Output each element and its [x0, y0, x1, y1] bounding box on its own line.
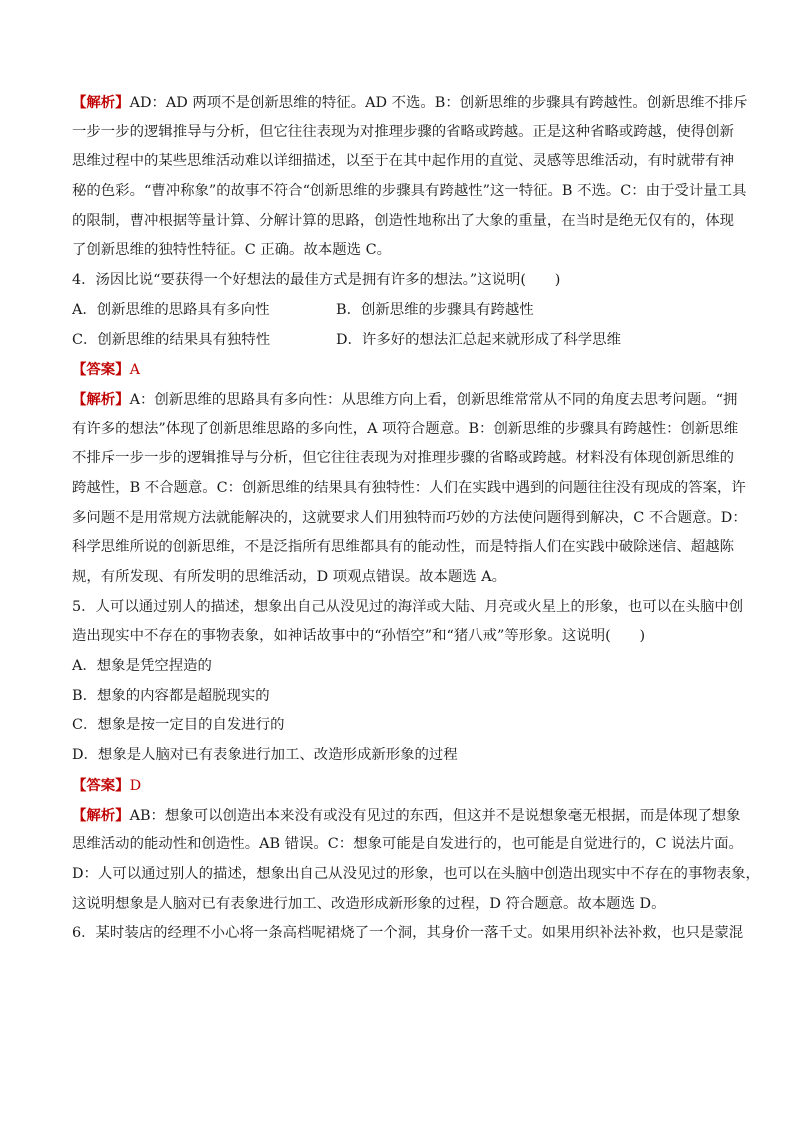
analysis-line: 不排斥一步一步的逻辑推导与分析，但它往往表现为对推理步骤的省略或跨越。材料没有体现创新思维的 — [72, 450, 734, 467]
question-4 — [72, 266, 747, 593]
analysis-line: D：人可以通过别人的描述，想象出自己从没见过的形象，也可以在头脑中创造出现实中不存在的事物表象， — [72, 865, 760, 882]
question-6 — [72, 919, 744, 949]
option-c: C．想象是按一定目的自发进行的 — [72, 717, 285, 734]
answer-tag: 【答案】 — [72, 361, 130, 379]
option-b: B．想象的内容都是超脱现实的 — [72, 687, 270, 704]
analysis-line: 这说明想象是人脑对已有表象进行加工、改造形成新形象的过程，D 符合题意。故本题选 D。 — [72, 895, 666, 912]
question-stem: 6．某时装店的经理不小心将一条高档呢裙烧了一个洞，其身价一落千丈。如果用织补法补救，也只是蒙混 — [72, 925, 744, 942]
option-d: D．许多好的想法汇总起来就形成了科学思维 — [336, 331, 621, 348]
analysis-line: 一步一步的逻辑推导与分析，但它往往表现为对推理步骤的省略或跨越。正是这种省略或跨越，使得创新 — [72, 123, 734, 140]
option-a: A．想象是凭空捏造的 — [72, 658, 212, 675]
options-row — [72, 326, 724, 356]
answer-value: A — [129, 362, 140, 379]
analysis-line: 思维过程中的某些思维活动难以详细描述，以至于在其中起作用的直觉、灵感等思维活动，有时就带有神 — [72, 153, 734, 170]
analysis-line: 的限制，曹冲根据等量计算、分解计算的思路，创造性地称出了大象的重量，在当时是绝无仅有的，体现 — [72, 212, 734, 229]
analysis-tag: 【解析】 — [72, 94, 130, 111]
question-5 — [72, 593, 760, 920]
options-row — [72, 296, 724, 326]
analysis-line: 思维活动的能动性和创造性。AB 错误。C：想象可能是自发进行的，也可能是自觉进行的，C 说法片面。 — [72, 836, 743, 853]
analysis-line: 规，有所发现、有所发明的思维活动，D 项观点错误。故本题选 A。 — [72, 569, 507, 585]
analysis-line: 【解析】AB：想象可以创造出本来没有或没有见过的东西，但这并不是说想象毫无根据，而是体现了想象 — [72, 806, 741, 824]
analysis-line: 有许多的想法”体现了创新思维思路的多向性，A 项符合题意。B：创新思维的步骤具有跨越性：创新思维 — [72, 420, 739, 437]
option-a: A．创新思维的思路具有多向性 — [72, 301, 270, 318]
analysis-line: 跨越性，B 不合题意。C：创新思维的结果具有独特性：人们在实践中遇到的问题往往没有现成的答案，许 — [72, 479, 746, 496]
question-stem: 5．人可以通过别人的描述，想象出自己从没见过的海洋或大陆、月亮或火星上的形象，也可以在头脑中创 — [72, 598, 744, 615]
analysis-line: 【解析】AD：AD 两项不是创新思维的特征。AD 不选。B：创新思维的步骤具有跨越性。创新思维不排斥 — [72, 94, 748, 111]
analysis-line: 多问题不是用常规方法就能解决的，这就要求人们用独特而巧妙的方法使问题得到解决，C 不合题意。D： — [72, 509, 747, 526]
answer-tag: 【答案】 — [72, 776, 130, 794]
analysis-line: 秘的色彩。“曹冲称象”的故事不符合“创新思维的步骤具有跨越性”这一特征。B 不选。C：由于受计量工具 — [72, 183, 747, 200]
answer-value: D — [129, 777, 142, 794]
question-stem: 4．汤因比说“要获得一个好想法的最佳方式是拥有许多的想法。”这说明( ) — [72, 272, 561, 289]
answer-line — [72, 355, 724, 385]
question-stem: 造出现实中不存在的事物表象，如神话故事中的“孙悟空”和“猪八戒”等形象。这说明( ) — [72, 628, 646, 645]
analysis-line: 科学思维所说的创新思维，不是泛指所有思维都具有的能动性，而是特指人们在实践中破除迷信、超越陈 — [72, 539, 734, 556]
answer-line — [72, 771, 724, 801]
analysis-tag: 【解析】 — [72, 390, 130, 408]
option-d: D．想象是人脑对已有表象进行加工、改造形成新形象的过程 — [72, 747, 458, 764]
analysis-line: 了创新思维的独特性特征。C 正确。故本题选 C。 — [72, 242, 391, 259]
analysis-tag: 【解析】 — [72, 806, 130, 824]
analysis-line: 【解析】A：创新思维的思路具有多向性：从思维方向上看，创新思维常常从不同的角度去思考问题。“拥 — [72, 390, 738, 408]
option-b: B．创新思维的步骤具有跨越性 — [336, 301, 534, 318]
option-c: C．创新思维的结果具有独特性 — [72, 331, 271, 348]
document-page — [72, 88, 760, 949]
q3-analysis — [72, 88, 748, 266]
